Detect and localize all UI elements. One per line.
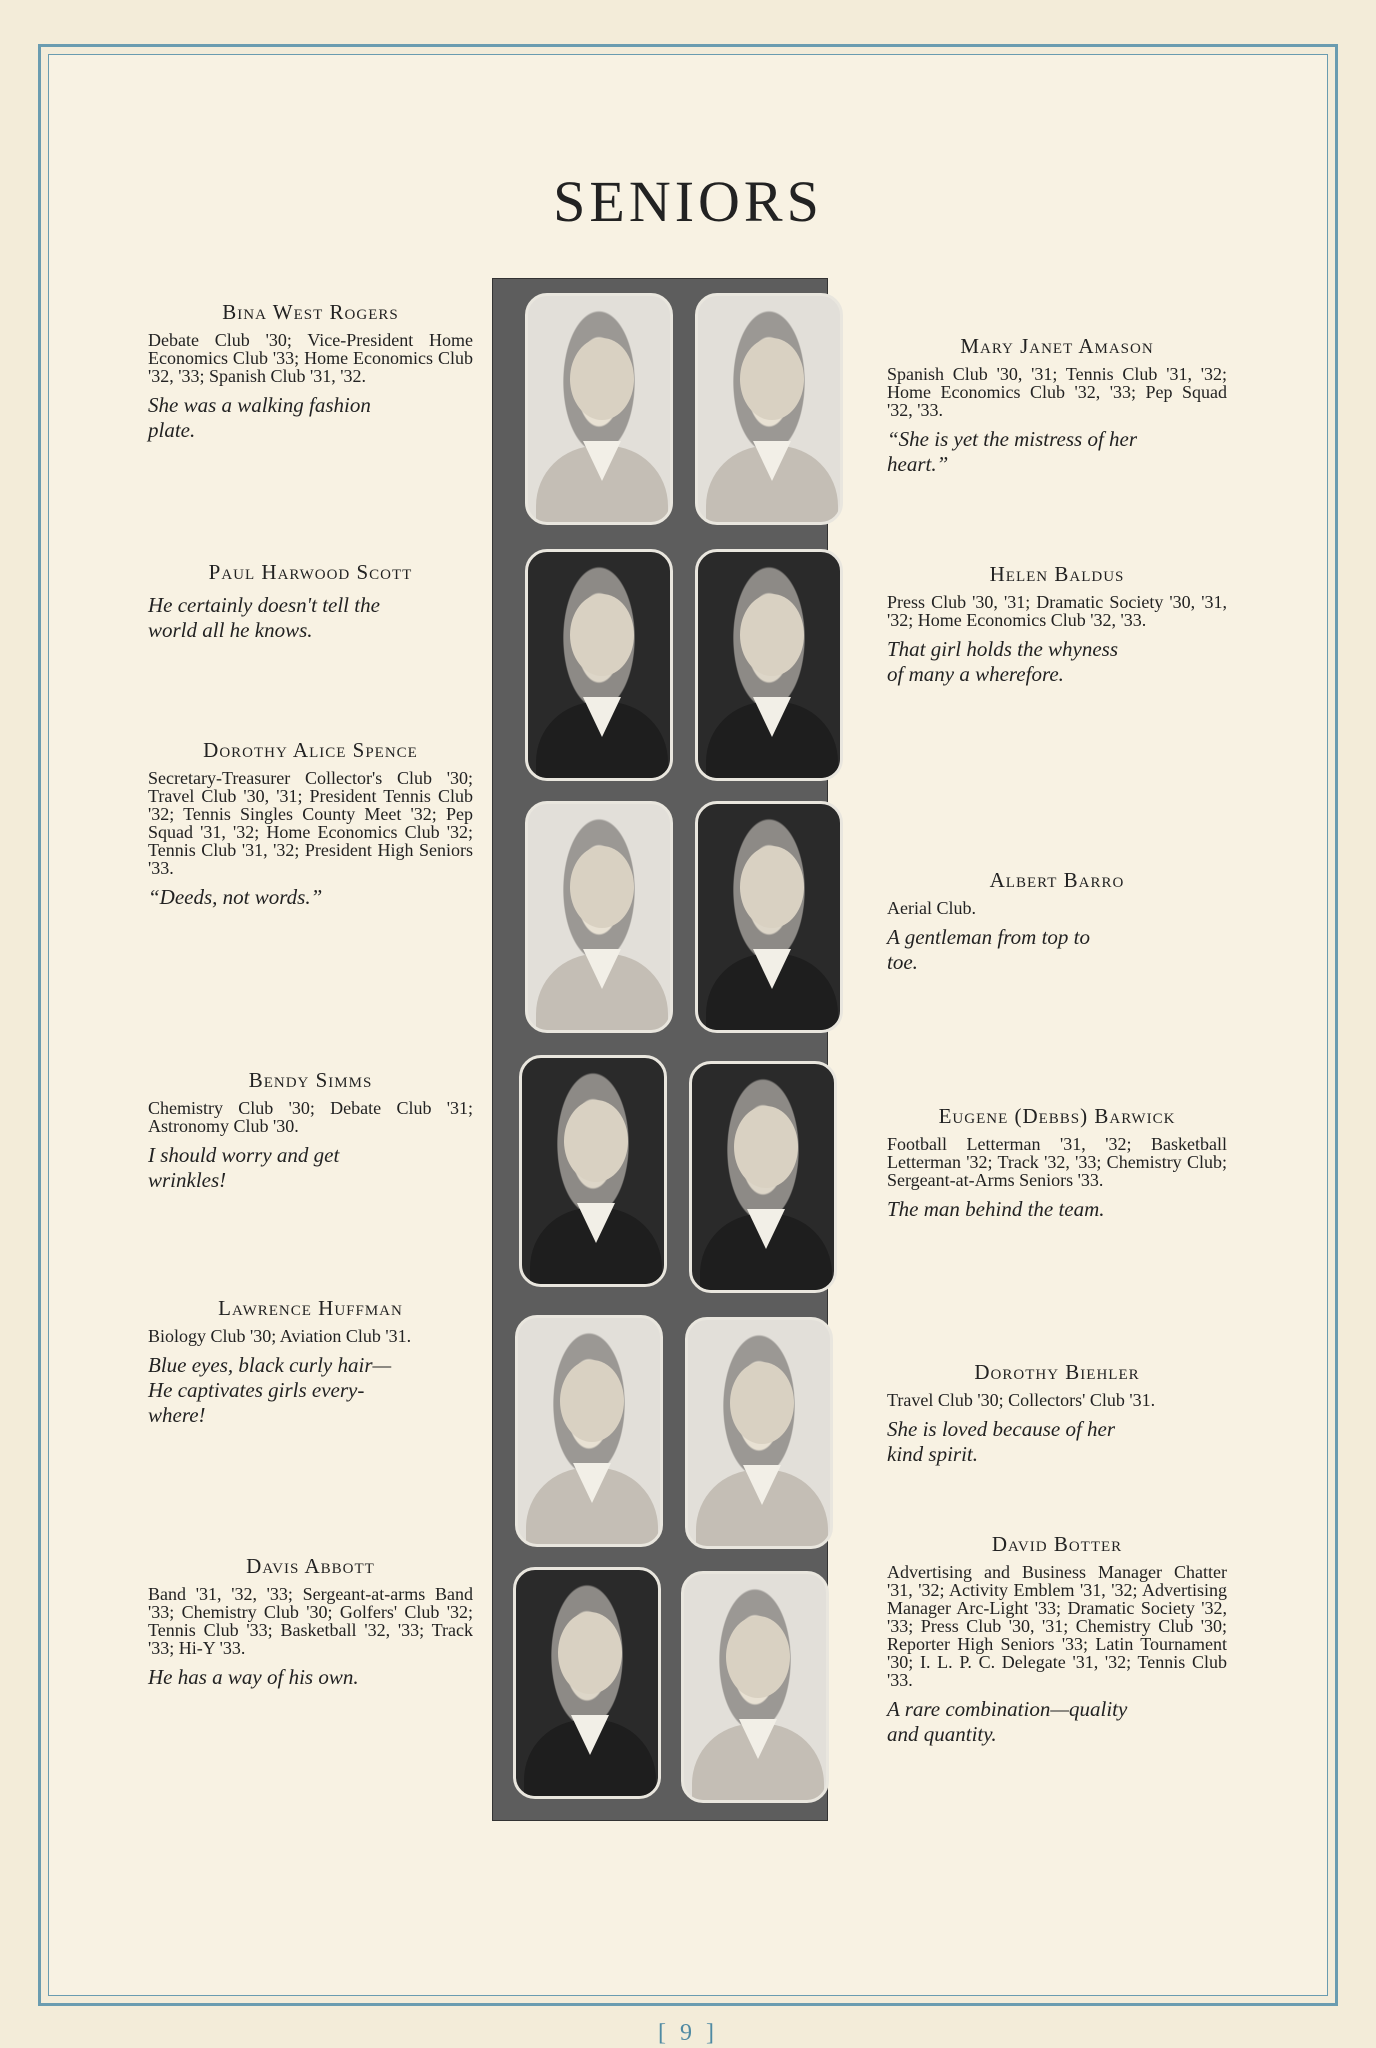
senior-quote: A gentleman from top to toe. (887, 925, 1090, 974)
portrait-photo (685, 1317, 833, 1549)
senior-name: Dorothy Alice Spence (203, 738, 418, 762)
senior-quote: I should worry and get wrinkles! (148, 1143, 340, 1192)
portrait-photo (689, 1061, 837, 1293)
senior-name: Bina West Rogers (222, 300, 399, 324)
senior-activities: Press Club '30, '31; Dramatic Society '30, '31, '32; Home Economics Club '32, '33. (887, 592, 1227, 630)
senior-name: Helen Baldus (989, 562, 1125, 586)
portrait-photo (525, 801, 673, 1033)
senior-name: Dorothy Biehler (974, 1360, 1140, 1384)
portrait-photo (695, 293, 843, 525)
senior-entry (887, 1532, 1227, 1747)
senior-entry (887, 562, 1227, 687)
senior-quote: A rare combination—quality and quantity. (887, 1697, 1128, 1746)
senior-entry (887, 868, 1227, 975)
senior-name: Bendy Simms (248, 1068, 373, 1092)
senior-quote: Blue eyes, black curly hair— He captivates girls every- where! (148, 1353, 392, 1427)
senior-quote: She is loved because of her kind spirit. (887, 1417, 1116, 1466)
senior-quote: “She is yet the mistress of her heart.” (887, 427, 1138, 476)
page-title: SENIORS (553, 169, 823, 234)
senior-entry (887, 1360, 1227, 1467)
senior-name: David Botter (991, 1532, 1123, 1556)
portrait-photo (525, 293, 673, 525)
page-number: [ 9 ] (658, 2020, 718, 2046)
senior-entry (148, 1068, 473, 1193)
senior-entry (148, 300, 473, 443)
senior-entry (148, 560, 473, 643)
senior-name: Davis Abbott (246, 1554, 375, 1578)
portrait-photo (525, 549, 673, 781)
senior-name: Albert Barro (989, 868, 1125, 892)
senior-activities: Aerial Club. (887, 898, 976, 918)
portrait-photo (681, 1571, 829, 1803)
senior-quote: He has a way of his own. (148, 1665, 359, 1689)
senior-entry (148, 738, 473, 910)
senior-name: Eugene (Debbs) Barwick (938, 1104, 1176, 1128)
senior-activities: Secretary-Treasurer Collector's Club '30; Travel Club '30, '31; President Tennis Club '32; Tennis Singles County Meet '32; Pep Squad '31, '32; Home Economics Club '32; Tennis Club '31, '32; President High Seniors '33. (148, 768, 473, 878)
senior-activities: Travel Club '30; Collectors' Club '31. (887, 1390, 1156, 1410)
senior-quote: She was a walking fashion plate. (148, 393, 371, 442)
senior-entry (148, 1296, 473, 1428)
senior-quote: “Deeds, not words.” (148, 885, 323, 909)
senior-activities: Biology Club '30; Aviation Club '31. (148, 1326, 412, 1346)
senior-quote: The man behind the team. (887, 1197, 1105, 1221)
senior-entry (887, 1104, 1227, 1222)
portrait-photo (519, 1055, 667, 1287)
senior-activities: Debate Club '30; Vice-President Home Economics Club '33; Home Economics Club '32, '33; Spanish Club '31, '32. (148, 330, 473, 386)
senior-activities: Chemistry Club '30; Debate Club '31; Astronomy Club '30. (148, 1098, 473, 1136)
senior-name: Paul Harwood Scott (208, 560, 413, 584)
senior-activities: Spanish Club '30, '31; Tennis Club '31, '32; Home Economics Club '32, '33; Pep Squad '32, '33. (887, 364, 1227, 420)
senior-entry (887, 334, 1227, 477)
senior-activities: Football Letterman '31, '32; Basketball Letterman '32; Track '32, '33; Chemistry Club; Sergeant-at-Arms Seniors '33. (887, 1134, 1227, 1190)
senior-name: Mary Janet Amason (960, 334, 1154, 358)
senior-quote: He certainly doesn't tell the world all he knows. (148, 593, 380, 642)
portrait-photo (515, 1315, 663, 1547)
senior-activities: Advertising and Business Manager Chatter '31, '32; Activity Emblem '31, '32; Advertising Manager Arc-Light '33; Dramatic Society '32, '33; Press Club '30, '31; Chemistry Club '30; Reporter High Seniors '33; Latin Tournament '30; I. L. P. C. Delegate '31, '32; Tennis Club '33. (887, 1562, 1227, 1690)
portrait-photo (513, 1567, 661, 1799)
photo-strip (492, 278, 828, 1821)
portrait-photo (695, 549, 843, 781)
senior-activities: Band '31, '32, '33; Sergeant-at-arms Band '33; Chemistry Club '30; Golfers' Club '32; Tennis Club '33; Basketball '32, '33; Track '33; Hi-Y '33. (148, 1584, 473, 1658)
portrait-photo (695, 801, 843, 1033)
senior-entry (148, 1554, 473, 1690)
senior-name: Lawrence Huffman (218, 1296, 403, 1320)
senior-quote: That girl holds the whyness of many a wherefore. (887, 637, 1119, 686)
